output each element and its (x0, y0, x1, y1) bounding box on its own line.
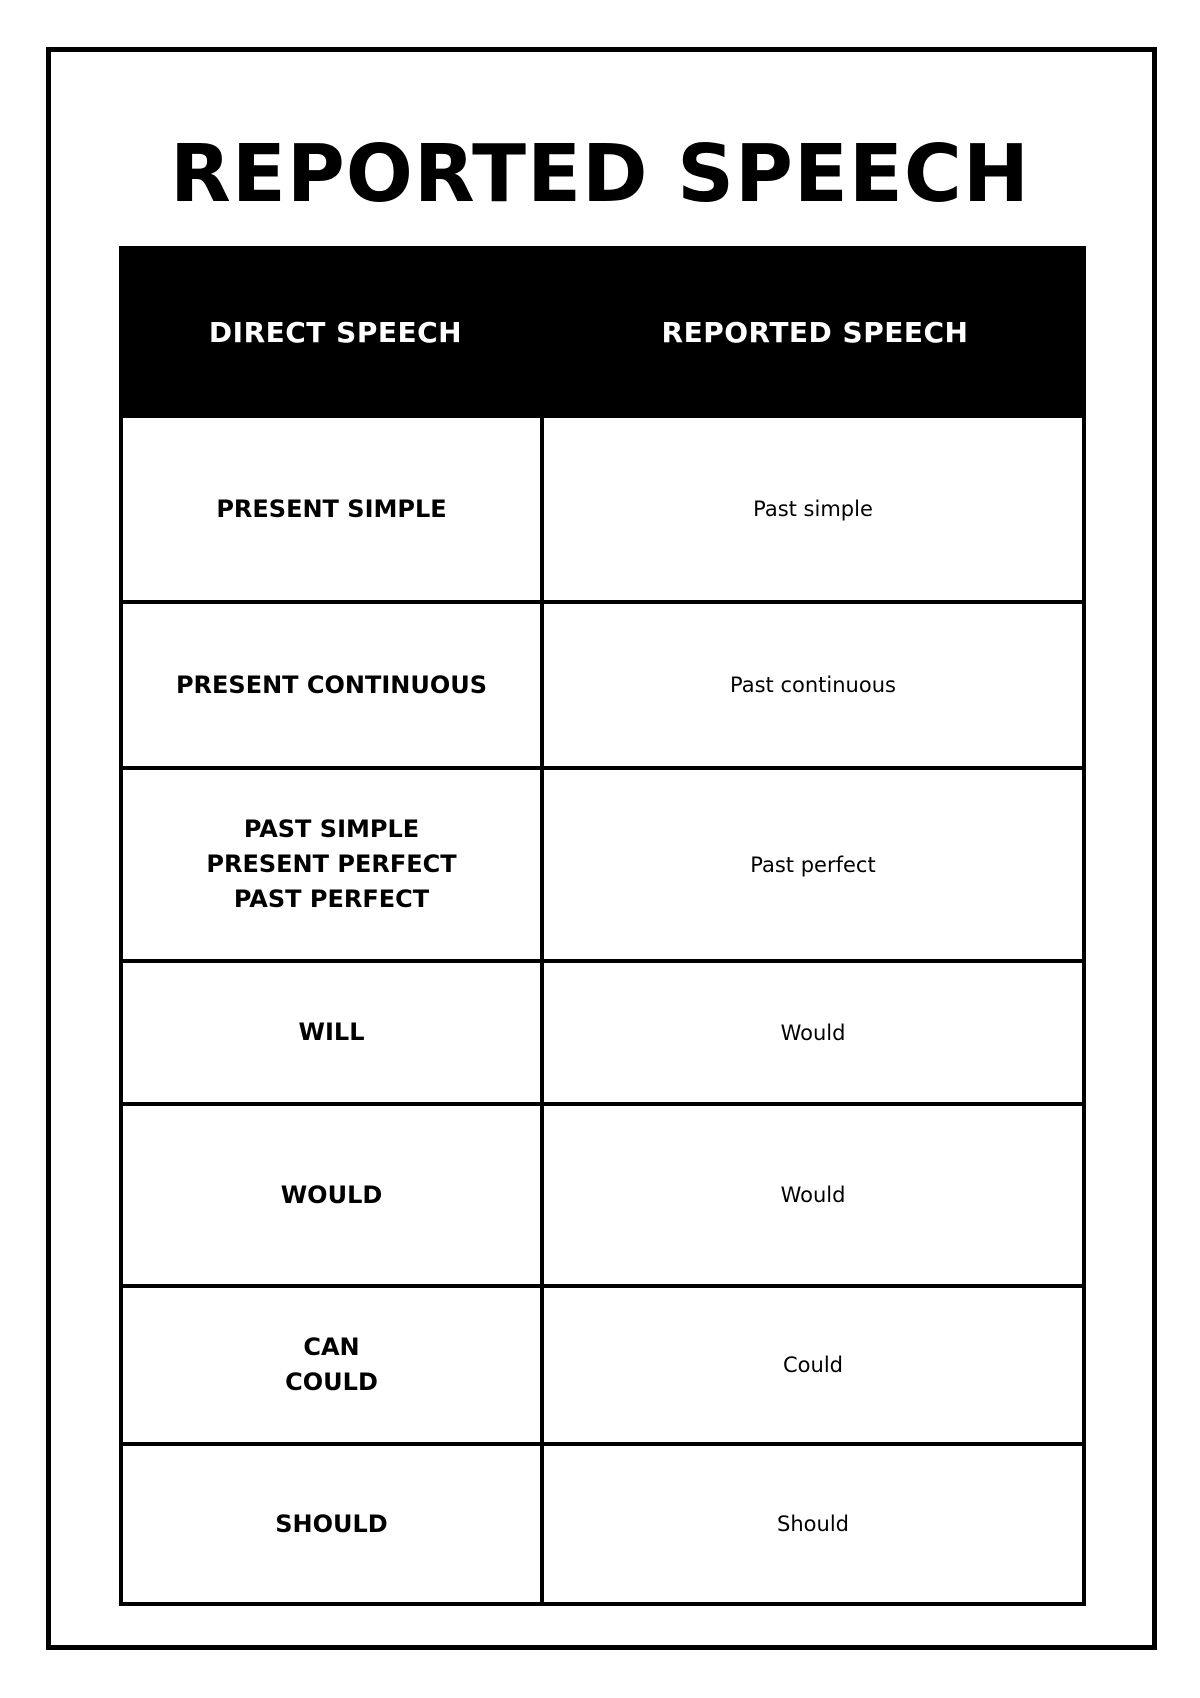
direct-speech-cell (123, 604, 544, 766)
direct-speech-cell (123, 770, 544, 959)
table-row (123, 1442, 1082, 1602)
direct-speech-line: PRESENT PERFECT (206, 850, 457, 878)
table-row (123, 766, 1082, 959)
direct-speech-line: PRESENT CONTINUOUS (175, 670, 488, 699)
direct-speech-line: WILL (298, 1018, 365, 1046)
table-row (123, 600, 1082, 766)
direct-speech-line: SHOULD (275, 1509, 388, 1538)
direct-speech-line: WOULD (280, 1180, 383, 1209)
reported-speech-cell: Would (780, 1020, 846, 1045)
reported-speech-cell: Should (777, 1512, 849, 1536)
table-row (123, 414, 1082, 600)
page-title: REPORTED SPEECH (170, 128, 1030, 220)
direct-speech-cell (123, 1446, 544, 1602)
header-reported-speech: REPORTED SPEECH (661, 315, 969, 349)
direct-speech-cell (123, 963, 544, 1102)
direct-speech-cell (123, 418, 544, 600)
direct-speech-line: PAST PERFECT (233, 885, 430, 913)
table-row (123, 1284, 1082, 1442)
reported-speech-cell: Could (783, 1353, 843, 1377)
table-row (123, 959, 1082, 1102)
direct-speech-cell (123, 1106, 544, 1284)
direct-speech-cell (123, 1288, 544, 1442)
table-row (123, 1102, 1082, 1284)
reported-speech-table (119, 246, 1086, 1606)
direct-speech-line: CAN (303, 1333, 360, 1361)
reported-speech-cell: Would (780, 1183, 846, 1207)
table-header-row (123, 250, 1082, 414)
reported-speech-cell: Past simple (753, 497, 873, 521)
reported-speech-cell: Past perfect (750, 852, 876, 877)
direct-speech-line: PRESENT SIMPLE (216, 494, 447, 523)
reported-speech-cell: Past continuous (730, 673, 896, 697)
direct-speech-line: PAST SIMPLE (243, 815, 420, 843)
direct-speech-line: COULD (285, 1368, 378, 1396)
header-direct-speech: DIRECT SPEECH (208, 315, 463, 349)
